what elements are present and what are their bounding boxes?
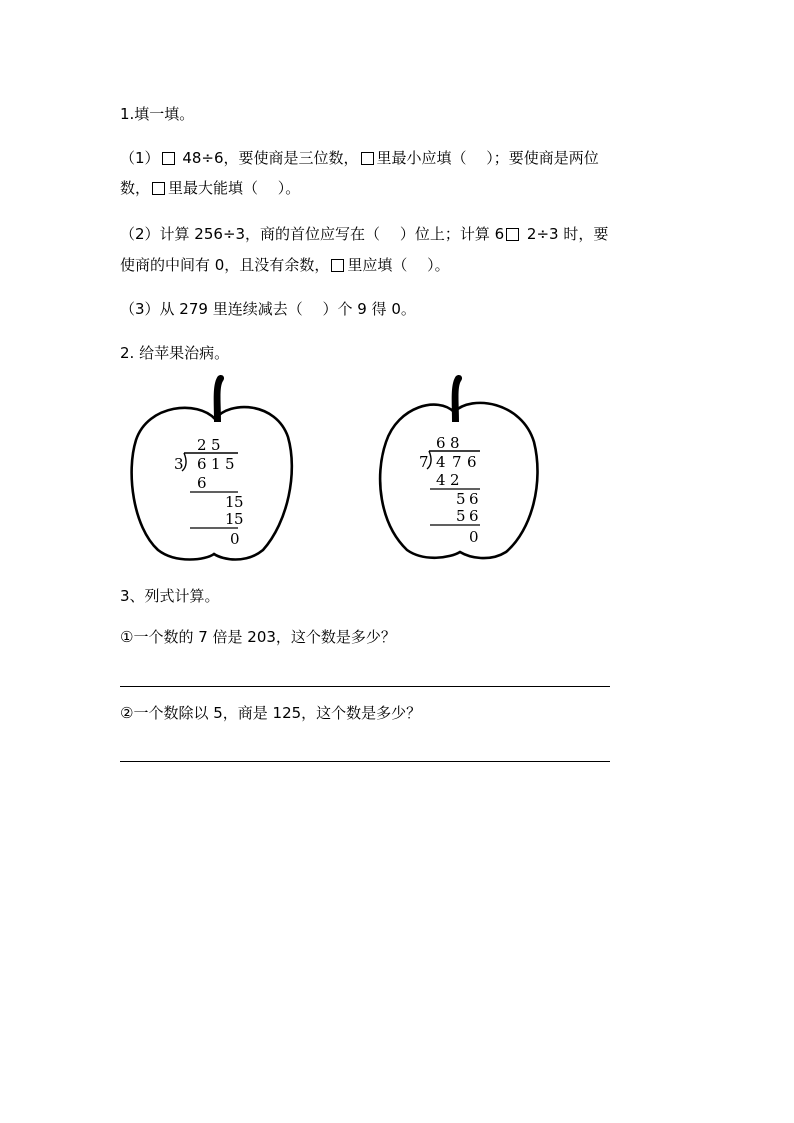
text: （2）计算 256÷3，商的首位应写在（ ）位上；计算 6 xyxy=(120,225,505,243)
apple-body-outline xyxy=(132,407,292,559)
text: 数， xyxy=(120,179,151,197)
remainder: 0 xyxy=(469,528,479,546)
question-3-item-2: ②一个数除以 5，商是 125，这个数是多少？ xyxy=(120,704,422,722)
dividend-digit: 5 xyxy=(225,455,235,473)
question-3-heading: 3、列式计算。 xyxy=(120,587,220,605)
answer-line[interactable] xyxy=(120,761,610,762)
step-digit: 5 xyxy=(456,507,466,525)
step-digit: 1 xyxy=(225,510,235,528)
text: 里应填（ ）。 xyxy=(347,256,450,274)
step-digit: 6 xyxy=(469,507,479,525)
apple-2-illustration xyxy=(372,372,552,564)
step-digit: 5 xyxy=(456,490,466,508)
text: 里最大能填（ ）。 xyxy=(168,179,301,197)
question-1-part-2-line-2 xyxy=(120,254,450,275)
dividend-digit: 1 xyxy=(211,455,221,473)
step-digit: 4 xyxy=(436,471,446,489)
quotient-digit: 6 xyxy=(436,434,446,452)
question-2-heading: 2. 给苹果治病。 xyxy=(120,344,230,362)
text: 里最小应填（ ）；要使商是两位 xyxy=(376,149,599,167)
text: 使商的中间有 0，且没有余数， xyxy=(120,256,330,274)
text: 2÷3 时，要 xyxy=(522,225,609,243)
step-digit: 6 xyxy=(469,490,479,508)
blank-square xyxy=(331,259,344,272)
step-digit: 2 xyxy=(450,471,460,489)
question-1-part-1-line-1 xyxy=(120,147,599,168)
divisor: 3 xyxy=(174,455,184,473)
divisor: 7 xyxy=(419,453,429,471)
step-digit: 6 xyxy=(197,474,207,492)
question-1-heading: 1.填一填。 xyxy=(120,105,195,123)
remainder: 0 xyxy=(230,530,240,548)
blank-square xyxy=(152,182,165,195)
text: 48÷6，要使商是三位数， xyxy=(177,149,359,167)
dividend-digit: 6 xyxy=(197,455,207,473)
blank-square xyxy=(506,228,519,241)
apple-stem xyxy=(452,375,462,422)
step-digit: 1 xyxy=(225,493,235,511)
quotient-digit: 8 xyxy=(450,434,460,452)
quotient-digit: 5 xyxy=(211,436,221,454)
answer-line[interactable] xyxy=(120,686,610,687)
question-1-part-1-line-2 xyxy=(120,177,300,198)
dividend-digit: 4 xyxy=(436,453,446,471)
dividend-digit: 6 xyxy=(467,453,477,471)
question-3-item-1: ①一个数的 7 倍是 203，这个数是多少？ xyxy=(120,628,396,646)
part-label: （1） xyxy=(120,149,160,167)
quotient-digit: 2 xyxy=(197,436,207,454)
apple-1-illustration xyxy=(118,372,298,564)
question-1-part-3: （3）从 279 里连续减去（ ）个 9 得 0。 xyxy=(120,300,416,318)
dividend-digit: 7 xyxy=(452,453,462,471)
blank-square xyxy=(361,152,374,165)
question-1-part-2-line-1 xyxy=(120,223,608,244)
step-digit: 5 xyxy=(234,493,244,511)
blank-square xyxy=(162,152,175,165)
step-digit: 5 xyxy=(234,510,244,528)
